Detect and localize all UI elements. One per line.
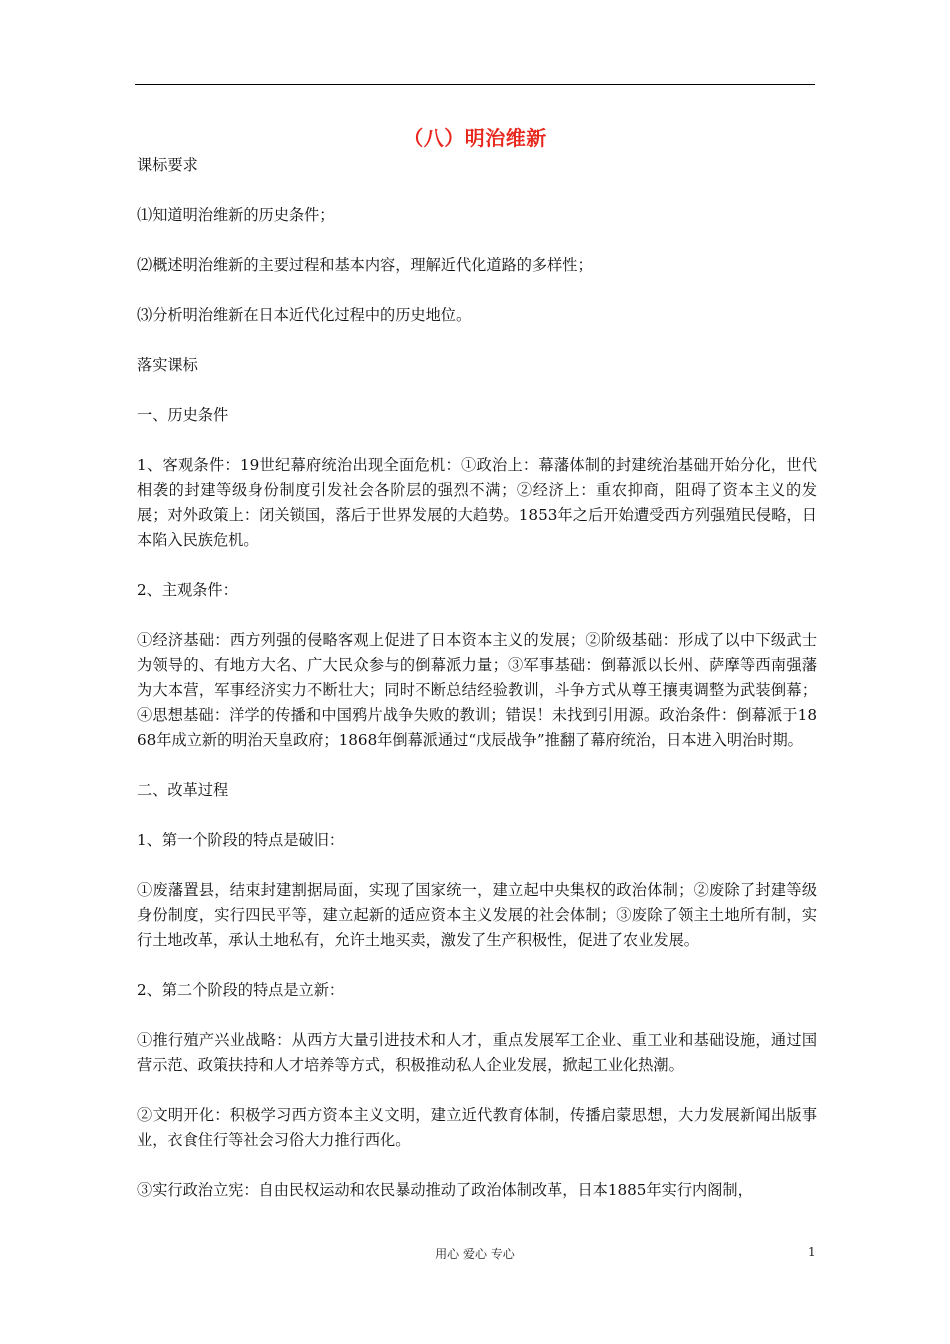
document-body [137, 153, 817, 1228]
paragraph-subjective-conditions: ①经济基础：西方列强的侵略客观上促进了日本资本主义的发展；②阶级基础：形成了以中下级武士为领导的、有地方大名、广大民众参与的倒幕派力量；③军事基础：倒幕派以长州、萨摩等西南强藩为大本营，军事经济实力不断壮大；同时不断总结经验教训，斗争方式从尊王攘夷调整为武装倒幕；④思想基础：洋学的传播和中国鸦片战争失败的教训；错误！未找到引用源。政治条件：倒幕派于1868年成立新的明治天皇政府；1868年倒幕派通过“戊辰战争”推翻了幕府统治，日本进入明治时期。 [137, 631, 817, 749]
paragraph-subjective-conditions-heading: 2、主观条件： [137, 581, 238, 599]
requirement-item-1: ⑴知道明治维新的历史条件； [137, 206, 335, 224]
section-heading-curriculum-requirements: 课标要求 [137, 156, 198, 174]
subsection-heading-historical-conditions: 一、历史条件 [137, 406, 229, 424]
page-number: 1 [808, 1245, 816, 1259]
paragraph-stage-two-heading: 2、第二个阶段的特点是立新： [137, 981, 345, 999]
requirement-item-3: ⑶分析明治维新在日本近代化过程中的历史地位。 [137, 306, 472, 324]
paragraph-objective-conditions: 1、客观条件：19世纪幕府统治出现全面危机：①政治上：幕藩体制的封建统治基础开始分化，世代相袭的封建等级身份制度引发社会各阶层的强烈不满；②经济上：重农抑商，阻碍了资本主义的发展；对外政策上：闭关锁国，落后于世界发展的大趋势。1853年之后开始遭受西方列强殖民侵略，日本陷入民族危机。 [137, 456, 817, 549]
paragraph-civilization: ②文明开化：积极学习西方资本主义文明，建立近代教育体制，传播启蒙思想，大力发展新闻出版事业，衣食住行等社会习俗大力推行西化。 [137, 1106, 817, 1149]
requirement-item-2: ⑵概述明治维新的主要过程和基本内容，理解近代化道路的多样性； [137, 256, 593, 274]
paragraph-stage-one: ①废藩置县，结束封建割据局面，实现了国家统一，建立起中央集权的政治体制；②废除了封建等级身份制度，实行四民平等，建立起新的适应资本主义发展的社会体制；③废除了领主土地所有制，实行土地改革，承认土地私有，允许土地买卖，激发了生产积极性，促进了农业发展。 [137, 881, 817, 949]
document-title: （八）明治维新 [403, 126, 547, 150]
paragraph-stage-one-heading: 1、第一个阶段的特点是破旧： [137, 831, 345, 849]
section-heading-implementation: 落实课标 [137, 356, 198, 374]
paragraph-constitutional-politics: ③实行政治立宪：自由民权运动和农民暴动推动了政治体制改革，日本1885年实行内阁制， [137, 1181, 753, 1199]
header-rule [135, 84, 815, 85]
footer-motto: 用心 爱心 专心 [435, 1247, 515, 1261]
paragraph-industry-policy: ①推行殖产兴业战略：从西方大量引进技术和人才，重点发展军工企业、重工业和基础设施，通过国营示范、政策扶持和人才培养等方式，积极推动私人企业发展，掀起工业化热潮。 [137, 1031, 817, 1074]
subsection-heading-reform-process: 二、改革过程 [137, 781, 229, 799]
